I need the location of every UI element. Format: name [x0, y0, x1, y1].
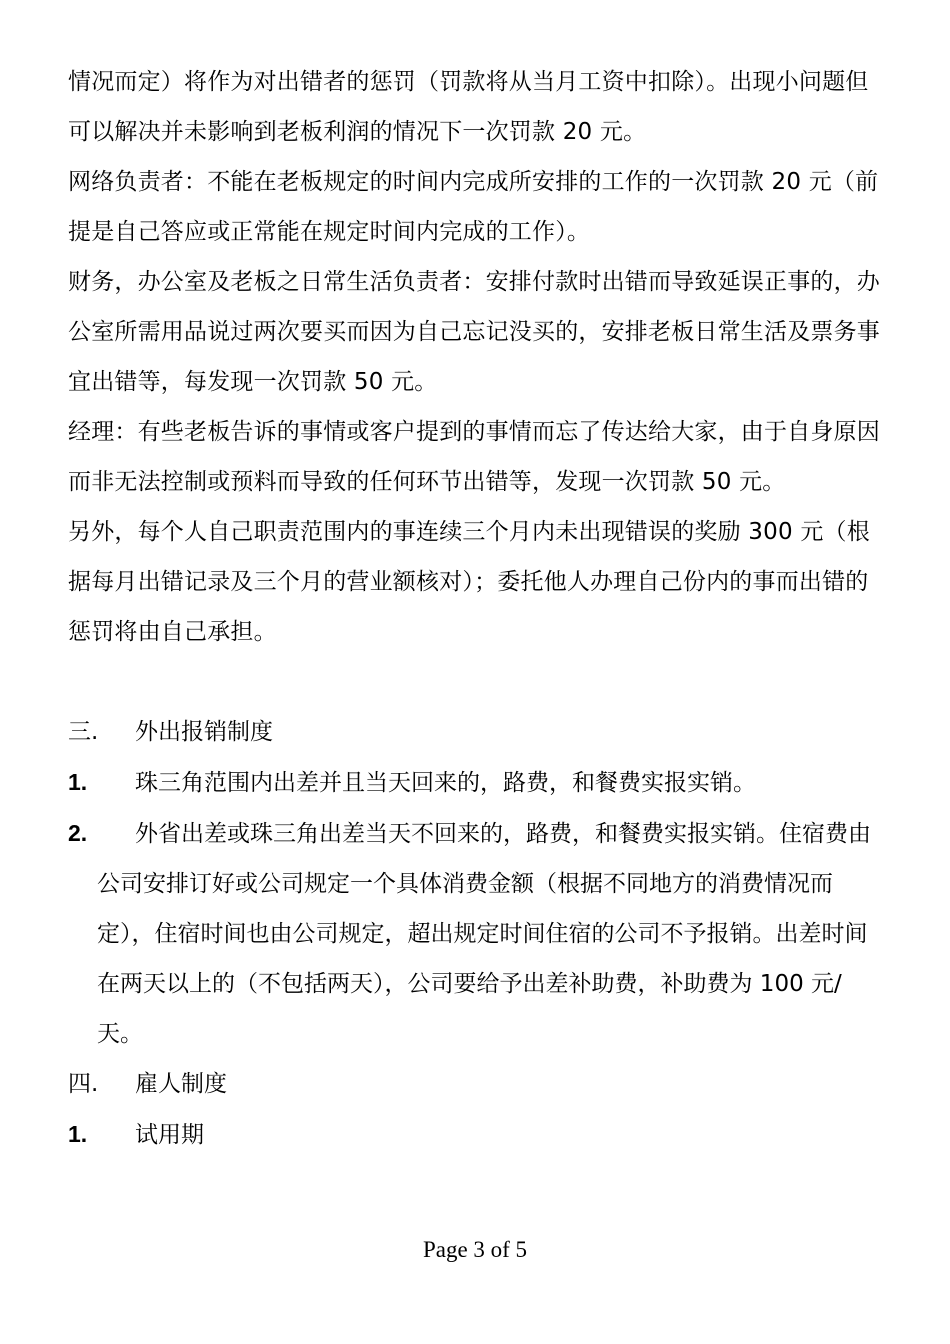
- list-item-text: 珠三角范围内出差并且当天回来的，路费，和餐费实报实销。: [135, 770, 756, 796]
- paragraph-network-manager: 网络负责者：不能在老板规定的时间内完成所安排的工作的一次罚款 20 元（前提是自己答应或正常能在规定时间内完成的工作）。: [68, 169, 879, 245]
- paragraph-manager: 经理：有些老板告诉的事情或客户提到的事情而忘了传达给大家，由于自身原因而非无法控制或预料而导致的任何环节出错等，发现一次罚款 50 元。: [68, 419, 880, 495]
- list-item: [68, 757, 884, 808]
- list-item-text: 外省出差或珠三角出差当天不回来的，路费，和餐费实报实销。住宿费由公司安排订好或公司规定一个具体消费金额（根据不同地方的消费情况而定），住宿时间也由公司规定，超出规定时间住宿的公司不予报销。出差时间在两天以上的（不包括两天），公司要给予出差补助费，补助费为 100 元/天。: [97, 821, 871, 1047]
- section-number: 四.: [68, 1071, 99, 1097]
- section-heading-reimbursement: [68, 707, 884, 757]
- list-item-text: 试用期: [135, 1122, 204, 1148]
- list-item: [68, 1109, 884, 1160]
- list-item-number: 1.: [68, 1121, 88, 1147]
- section-title: 外出报销制度: [135, 719, 273, 745]
- list-item: [68, 808, 884, 1059]
- list-item-number: 2.: [68, 820, 88, 846]
- section-title: 雇人制度: [135, 1071, 227, 1097]
- paragraph-finance-office: 财务，办公室及老板之日常生活负责者：安排付款时出错而导致延误正事的，办公室所需用品说过两次要买而因为自己忘记没买的，安排老板日常生活及票务事宜出错等，每发现一次罚款 50 元。: [68, 269, 880, 395]
- section-heading-hiring: [68, 1059, 884, 1109]
- paragraph-reward: 另外，每个人自己职责范围内的事连续三个月内未出现错误的奖励 300 元（根据每月出错记录及三个月的营业额核对）；委托他人办理自己份内的事而出错的惩罚将由自己承担。: [68, 519, 870, 645]
- list-item-number: 1.: [68, 769, 88, 795]
- page-number: Page 3 of 5: [422, 1237, 528, 1262]
- document-body: [68, 57, 884, 1160]
- paragraph-penalty-intro: 情况而定）将作为对出错者的惩罚（罚款将从当月工资中扣除）。出现小问题但可以解决并未影响到老板利润的情况下一次罚款 20 元。: [68, 69, 869, 145]
- section-spacer: [68, 657, 884, 707]
- section-number: 三.: [68, 719, 99, 745]
